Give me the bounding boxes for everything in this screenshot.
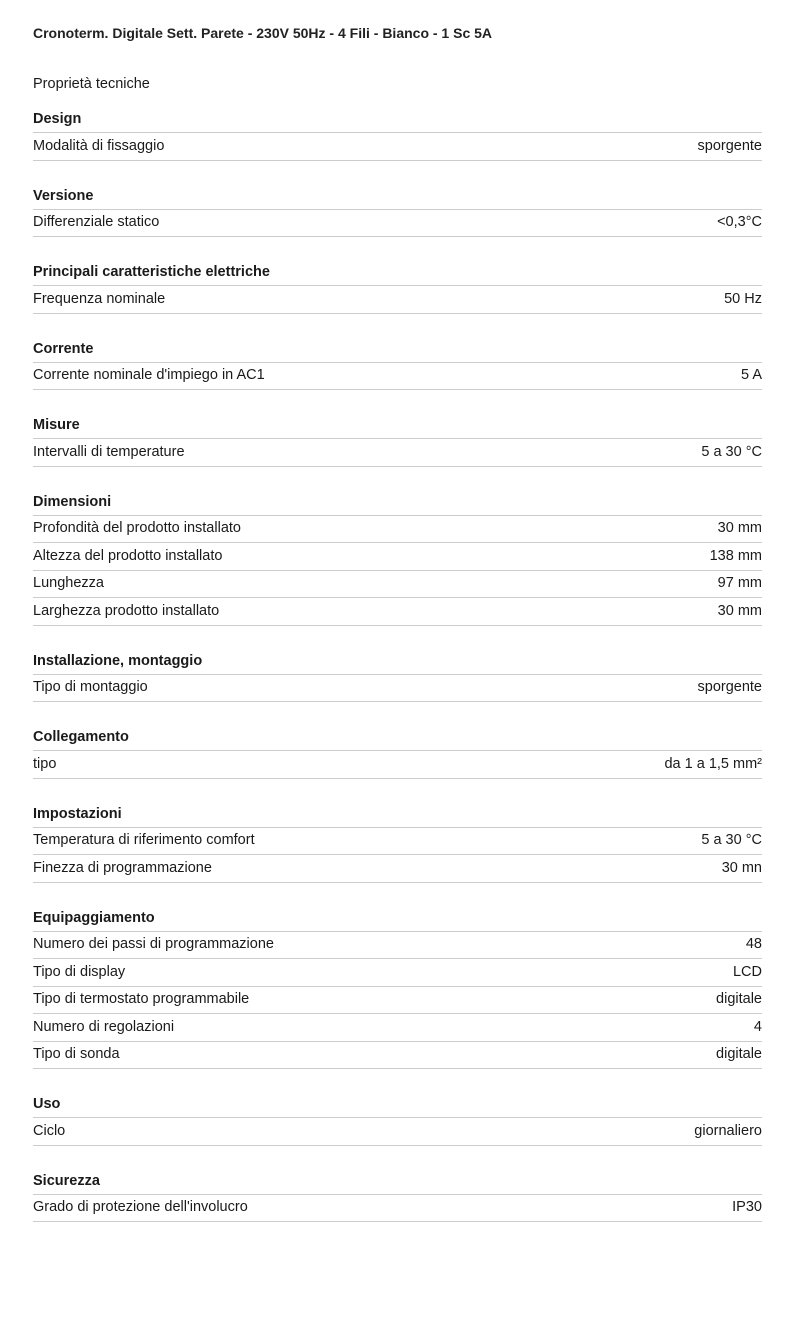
spec-section — [33, 110, 762, 161]
section-heading: Dimensioni — [33, 493, 762, 516]
spec-section — [33, 187, 762, 238]
spec-value: 4 — [753, 1018, 762, 1035]
spec-value: digitale — [716, 1046, 762, 1062]
spec-label: Intervalli di temperature — [33, 443, 185, 460]
spec-row — [33, 516, 762, 544]
spec-row — [33, 286, 762, 314]
spec-value: da 1 a 1,5 mm² — [664, 755, 762, 772]
spec-value: 50 Hz — [724, 290, 762, 307]
spec-label: Ciclo — [33, 1122, 66, 1139]
spec-row — [33, 363, 762, 391]
spec-row — [33, 210, 762, 238]
spec-value: 5 a 30 °C — [701, 443, 762, 460]
spec-label: Corrente nominale d'impiego in AC1 — [33, 367, 265, 383]
spec-row — [33, 1014, 762, 1042]
spec-value: sporgente — [697, 679, 762, 695]
spec-label: Modalità di fissaggio — [33, 137, 165, 154]
spec-section — [33, 340, 762, 391]
section-heading: Versione — [33, 187, 762, 210]
spec-label: Altezza del prodotto installato — [33, 547, 223, 564]
spec-label: Tipo di montaggio — [33, 679, 148, 695]
spec-value: <0,3°C — [717, 214, 762, 230]
spec-section — [33, 263, 762, 314]
spec-section — [33, 652, 762, 703]
section-heading: Collegamento — [33, 728, 762, 751]
spec-label: Numero dei passi di programmazione — [33, 936, 274, 952]
spec-label: Finezza di programmazione — [33, 859, 212, 876]
spec-value: 30 mn — [721, 859, 762, 876]
spec-value: 138 mm — [709, 547, 762, 564]
spec-row — [33, 1195, 762, 1223]
spec-row — [33, 133, 762, 161]
section-heading: Corrente — [33, 340, 762, 363]
section-heading: Design — [33, 110, 762, 133]
spec-value: digitale — [716, 991, 762, 1007]
spec-value: giornaliero — [694, 1122, 762, 1139]
spec-row — [33, 751, 762, 779]
spec-row — [33, 675, 762, 703]
spec-section — [33, 416, 762, 467]
spec-label: tipo — [33, 755, 57, 772]
section-heading: Equipaggiamento — [33, 909, 762, 932]
spec-section — [33, 728, 762, 779]
spec-label: Grado di protezione dell'involucro — [33, 1199, 248, 1215]
spec-row — [33, 855, 762, 883]
spec-section — [33, 1095, 762, 1146]
spec-row — [33, 1042, 762, 1070]
section-heading: Principali caratteristiche elettriche — [33, 263, 762, 286]
spec-label: Tipo di termostato programmabile — [33, 991, 250, 1007]
spec-value: 30 mm — [717, 520, 762, 536]
spec-sections — [33, 110, 762, 1222]
spec-value: 5 A — [741, 367, 762, 383]
spec-row — [33, 828, 762, 856]
spec-label: Lunghezza — [33, 575, 104, 591]
spec-label: Tipo di sonda — [33, 1046, 120, 1062]
spec-row — [33, 932, 762, 960]
spec-value: 30 mm — [717, 602, 762, 619]
section-heading: Installazione, montaggio — [33, 652, 762, 675]
spec-section — [33, 805, 762, 883]
spec-label: Frequenza nominale — [33, 290, 166, 307]
spec-section — [33, 909, 762, 1070]
spec-section — [33, 1172, 762, 1223]
section-heading: Impostazioni — [33, 805, 762, 828]
section-heading: Sicurezza — [33, 1172, 762, 1195]
spec-label: Tipo di display — [33, 963, 126, 980]
spec-row — [33, 959, 762, 987]
spec-label: Temperatura di riferimento comfort — [33, 832, 255, 848]
spec-value: LCD — [732, 963, 762, 980]
spec-row — [33, 598, 762, 626]
spec-label: Larghezza prodotto installato — [33, 602, 220, 619]
spec-value: IP30 — [732, 1199, 762, 1215]
spec-value: 5 a 30 °C — [701, 832, 762, 848]
spec-value: 48 — [745, 936, 762, 952]
spec-value: sporgente — [697, 137, 762, 154]
section-heading: Misure — [33, 416, 762, 439]
spec-value: 97 mm — [717, 575, 762, 591]
spec-label: Profondità del prodotto installato — [33, 520, 241, 536]
section-heading: Uso — [33, 1095, 762, 1118]
spec-row — [33, 987, 762, 1015]
spec-row — [33, 439, 762, 467]
spec-label: Numero di regolazioni — [33, 1018, 175, 1035]
spec-row — [33, 1118, 762, 1146]
spec-row — [33, 543, 762, 571]
spec-section — [33, 493, 762, 626]
spec-label: Differenziale statico — [33, 214, 160, 230]
spec-row — [33, 571, 762, 599]
product-title: Cronoterm. Digitale Sett. Parete - 230V 50Hz - 4 Fili - Bianco - 1 Sc 5A — [33, 25, 493, 41]
technical-properties-heading: Proprietà tecniche — [33, 76, 150, 92]
